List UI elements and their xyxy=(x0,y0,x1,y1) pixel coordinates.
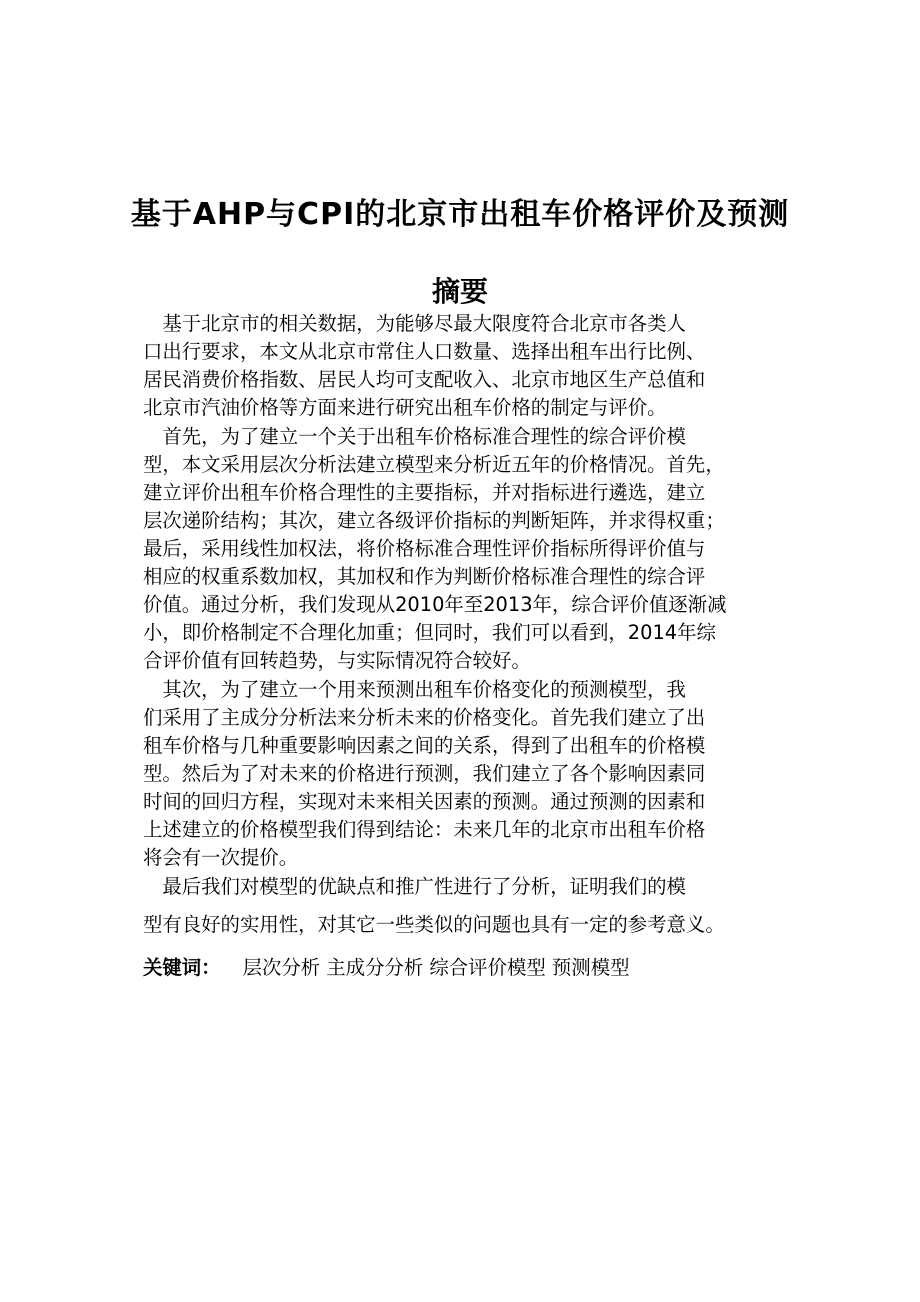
abstract-line: 租车价格与几种重要影响因素之间的关系，得到了出租车的价格模 xyxy=(143,734,706,757)
abstract-line: 合评价值有回转趋势，与实际情况符合较好。 xyxy=(143,649,531,672)
abstract-line: 居民消费价格指数、居民人均可支配收入、北京市地区生产总值和 xyxy=(143,368,706,391)
abstract-line: 最后我们对模型的优缺点和推广性进行了分析，证明我们的模 xyxy=(143,875,686,898)
abstract-line: 最后，采用线性加权法，将价格标准合理性评价指标所得评价值与 xyxy=(143,537,706,560)
abstract-line: 将会有一次提价。 xyxy=(143,846,299,869)
abstract-line: 型。然后为了对未来的价格进行预测，我们建立了各个影响因素同 xyxy=(143,762,706,785)
abstract-heading: 摘要 xyxy=(431,275,488,308)
keywords-list: 层次分析 主成分分析 综合评价模型 预测模型 xyxy=(242,956,630,979)
abstract-line: 建立评价出租车价格合理性的主要指标，并对指标进行遴选，建立 xyxy=(143,481,706,504)
abstract-line: 型有良好的实用性，对其它一些类似的问题也具有一定的参考意义。 xyxy=(143,913,725,936)
abstract-line: 层次递阶结构；其次，建立各级评价指标的判断矩阵，并求得权重； xyxy=(143,509,725,532)
paper-title: 基于AHP与CPI的北京市出租车价格评价及预测 xyxy=(130,197,790,232)
abstract-line: 首先，为了建立一个关于出租车价格标准合理性的综合评价模 xyxy=(143,425,686,448)
abstract-line: 价值。通过分析，我们发现从2010年至2013年，综合评价值逐渐减 xyxy=(143,593,727,616)
abstract-line: 其次，为了建立一个用来预测出租车价格变化的预测模型，我 xyxy=(143,678,686,701)
abstract-line: 北京市汽油价格等方面来进行研究出租车价格的制定与评价。 xyxy=(143,396,667,419)
abstract-line: 型，本文采用层次分析法建立模型来分析近五年的价格情况。首先， xyxy=(143,453,725,476)
abstract-line: 们采用了主成分分析法来分析未来的价格变化。首先我们建立了出 xyxy=(143,706,706,729)
keywords-line xyxy=(143,955,629,981)
abstract-line: 基于北京市的相关数据，为能够尽最大限度符合北京市各类人 xyxy=(143,312,686,335)
abstract-line: 小，即价格制定不合理化加重；但同时，我们可以看到，2014年综 xyxy=(143,621,716,644)
abstract-line: 时间的回归方程，实现对未来相关因素的预测。通过预测的因素和 xyxy=(143,790,706,813)
abstract-line: 口出行要求，本文从北京市常住人口数量、选择出租车出行比例、 xyxy=(143,340,706,363)
abstract-line: 上述建立的价格模型我们得到结论：未来几年的北京市出租车价格 xyxy=(143,818,706,841)
keywords-label: 关键词： xyxy=(143,956,221,979)
abstract-line: 相应的权重系数加权，其加权和作为判断价格标准合理性的综合评 xyxy=(143,565,706,588)
